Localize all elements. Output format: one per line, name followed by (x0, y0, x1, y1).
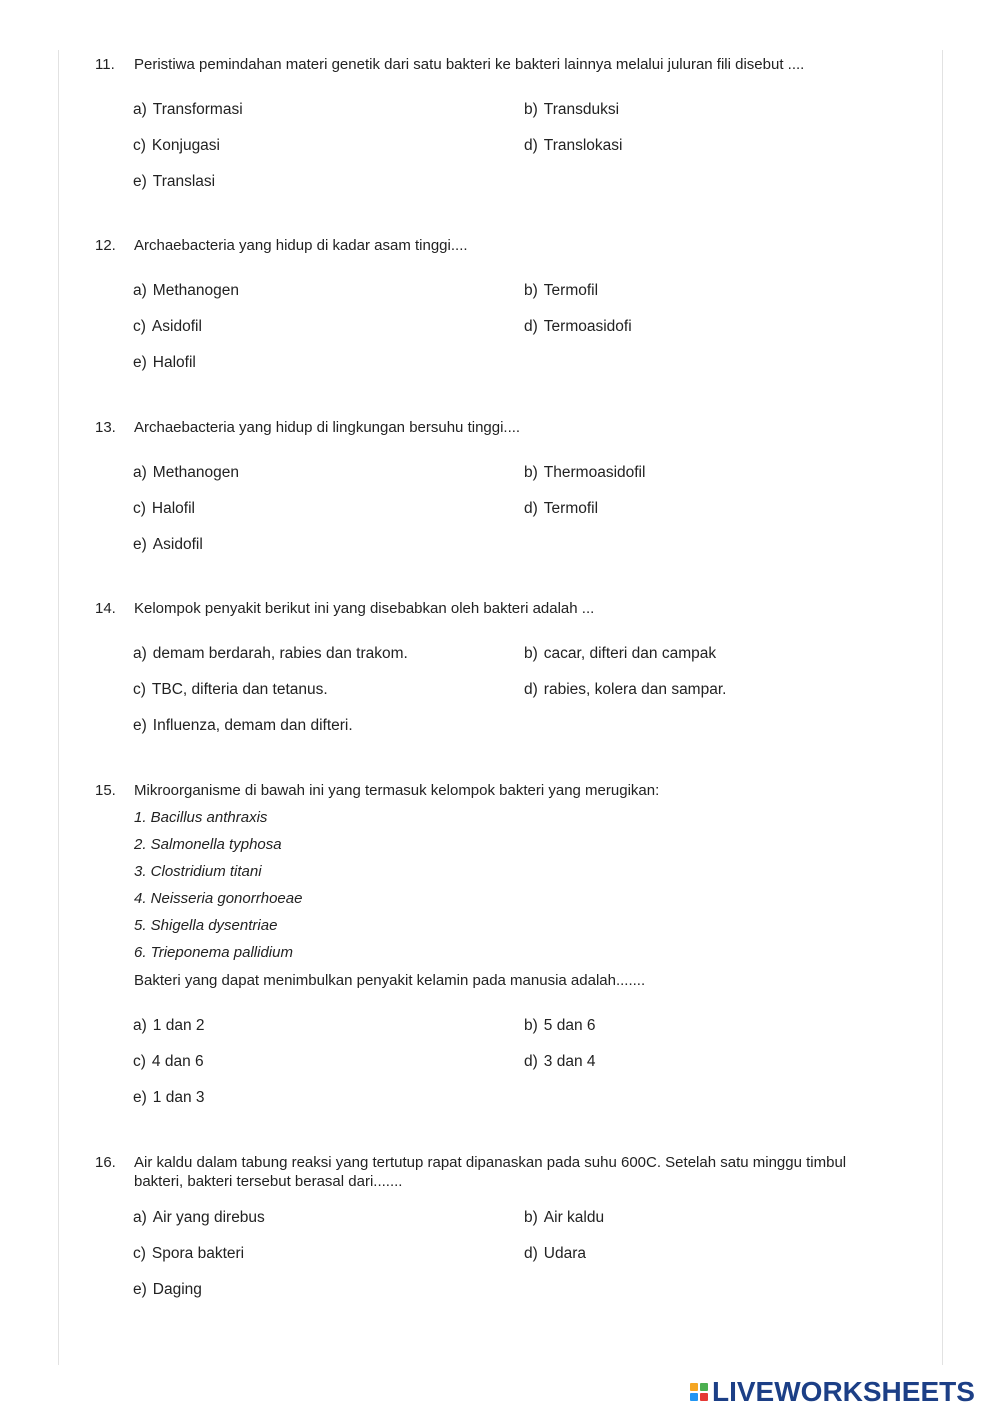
option-label: e) (133, 1089, 147, 1106)
option-text: cacar, difteri dan campak (543, 645, 717, 662)
option-text: Konjugasi (151, 137, 220, 154)
option-text: Translokasi (543, 137, 623, 154)
page-margin-left (58, 50, 59, 1365)
organism-list-item: 1. Bacillus anthraxis (134, 809, 268, 826)
option-text: 1 dan 2 (152, 1017, 205, 1034)
option-text: Udara (543, 1245, 587, 1262)
option-label: b) (524, 1209, 538, 1226)
option-text: Halofil (152, 354, 196, 371)
option-c[interactable] (133, 136, 220, 155)
option-text: Transformasi (152, 101, 243, 118)
option-text: Daging (152, 1281, 202, 1298)
option-text: Termoasidofi (543, 318, 632, 335)
option-label: d) (524, 1053, 538, 1070)
option-text: Air kaldu (543, 1209, 605, 1226)
option-text: 5 dan 6 (543, 1017, 596, 1034)
question-text: Archaebacteria yang hidup di lingkungan bersuhu tinggi.... (134, 419, 521, 436)
option-e[interactable] (133, 1088, 205, 1107)
option-b[interactable] (524, 100, 619, 119)
option-a[interactable] (133, 463, 239, 482)
question-number: 13. (95, 419, 116, 436)
option-label: d) (524, 500, 538, 517)
organism-list-item: 4. Neisseria gonorrhoeae (134, 890, 303, 907)
logo-square (690, 1383, 698, 1391)
option-text: Air yang direbus (152, 1209, 265, 1226)
option-text: Thermoasidofil (543, 464, 646, 481)
option-d[interactable] (524, 1244, 586, 1263)
option-text: Transduksi (543, 101, 620, 118)
question-text: Air kaldu dalam tabung reaksi yang tertutup rapat dipanaskan pada suhu 600C. Setelah satu minggu timbul bakteri, bakteri tersebut berasal dari....... (134, 1154, 847, 1190)
option-a[interactable] (133, 281, 239, 300)
option-label: b) (524, 1017, 538, 1034)
option-text: Spora bakteri (151, 1245, 245, 1262)
option-text: 4 dan 6 (151, 1053, 204, 1070)
option-label: d) (524, 681, 538, 698)
question-number: 11. (95, 56, 115, 73)
option-text: 1 dan 3 (152, 1089, 205, 1106)
option-b[interactable] (524, 1208, 604, 1227)
brand-text: LIVEWORKSHEETS (712, 1376, 975, 1407)
option-c[interactable] (133, 499, 195, 518)
organism-list-item: 2. Salmonella typhosa (134, 836, 282, 853)
organism-list-item: 6. Trieponema pallidium (134, 944, 293, 961)
option-label: d) (524, 137, 538, 154)
option-label: d) (524, 1245, 538, 1262)
question-text: Mikroorganisme di bawah ini yang termasuk kelompok bakteri yang merugikan: (134, 782, 660, 799)
option-text: 3 dan 4 (543, 1053, 596, 1070)
option-text: Termofil (543, 500, 599, 517)
option-label: a) (133, 1017, 147, 1034)
question-number: 15. (95, 782, 116, 799)
option-b[interactable] (524, 463, 645, 482)
option-label: e) (133, 1281, 147, 1298)
option-label: e) (133, 536, 147, 553)
option-d[interactable] (524, 499, 598, 518)
option-d[interactable] (524, 680, 726, 699)
option-label: b) (524, 282, 538, 299)
option-label: a) (133, 1209, 147, 1226)
option-d[interactable] (524, 136, 622, 155)
question-number: 16. (95, 1154, 116, 1171)
option-e[interactable] (133, 353, 196, 372)
option-c[interactable] (133, 1244, 244, 1263)
option-label: c) (133, 318, 146, 335)
option-text: Translasi (152, 173, 216, 190)
question-text: Archaebacteria yang hidup di kadar asam tinggi.... (134, 237, 468, 254)
option-text: Influenza, demam dan difteri. (152, 717, 353, 734)
option-e[interactable] (133, 535, 203, 554)
option-label: c) (133, 1053, 146, 1070)
logo-square (690, 1393, 698, 1401)
option-c[interactable] (133, 317, 202, 336)
question-number: 14. (95, 600, 116, 617)
option-label: a) (133, 464, 147, 481)
option-c[interactable] (133, 680, 328, 699)
logo-square (700, 1383, 708, 1391)
liveworksheets-brand (690, 1376, 990, 1408)
option-d[interactable] (524, 1052, 596, 1071)
option-label: a) (133, 645, 147, 662)
logo-square (700, 1393, 708, 1401)
option-e[interactable] (133, 172, 215, 191)
option-e[interactable] (133, 1280, 202, 1299)
option-a[interactable] (133, 644, 408, 663)
option-label: e) (133, 173, 147, 190)
option-label: e) (133, 717, 147, 734)
option-label: e) (133, 354, 147, 371)
question-text: Kelompok penyakit berikut ini yang disebabkan oleh bakteri adalah ... (134, 600, 595, 617)
option-label: b) (524, 464, 538, 481)
question-text: Peristiwa pemindahan materi genetik dari satu bakteri ke bakteri lainnya melalui juluran fili disebut .... (134, 56, 805, 73)
option-label: b) (524, 645, 538, 662)
option-d[interactable] (524, 317, 632, 336)
option-text: demam berdarah, rabies dan trakom. (152, 645, 408, 662)
option-text: TBC, difteria dan tetanus. (151, 681, 328, 698)
option-label: c) (133, 681, 146, 698)
option-e[interactable] (133, 716, 353, 735)
option-a[interactable] (133, 1016, 205, 1035)
option-label: d) (524, 318, 538, 335)
option-label: c) (133, 1245, 146, 1262)
option-label: c) (133, 500, 146, 517)
option-text: rabies, kolera dan sampar. (543, 681, 727, 698)
option-b[interactable] (524, 281, 598, 300)
option-label: a) (133, 101, 147, 118)
page-margin-right (942, 50, 943, 1365)
organism-list-item: 3. Clostridium titani (134, 863, 262, 880)
option-a[interactable] (133, 100, 243, 119)
option-c[interactable] (133, 1052, 204, 1071)
option-text: Asidofil (152, 536, 203, 553)
option-label: b) (524, 101, 538, 118)
option-text: Methanogen (152, 282, 239, 299)
question-followup: Bakteri yang dapat menimbulkan penyakit kelamin pada manusia adalah....... (134, 972, 646, 989)
liveworksheets-logo-icon (690, 1383, 708, 1401)
option-b[interactable] (524, 1016, 596, 1035)
option-text: Halofil (151, 500, 195, 517)
organism-list-item: 5. Shigella dysentriae (134, 917, 278, 934)
option-text: Methanogen (152, 464, 239, 481)
option-label: a) (133, 282, 147, 299)
option-label: c) (133, 137, 146, 154)
option-text: Termofil (543, 282, 599, 299)
option-b[interactable] (524, 644, 716, 663)
option-text: Asidofil (151, 318, 202, 335)
option-a[interactable] (133, 1208, 265, 1227)
question-number: 12. (95, 237, 116, 254)
